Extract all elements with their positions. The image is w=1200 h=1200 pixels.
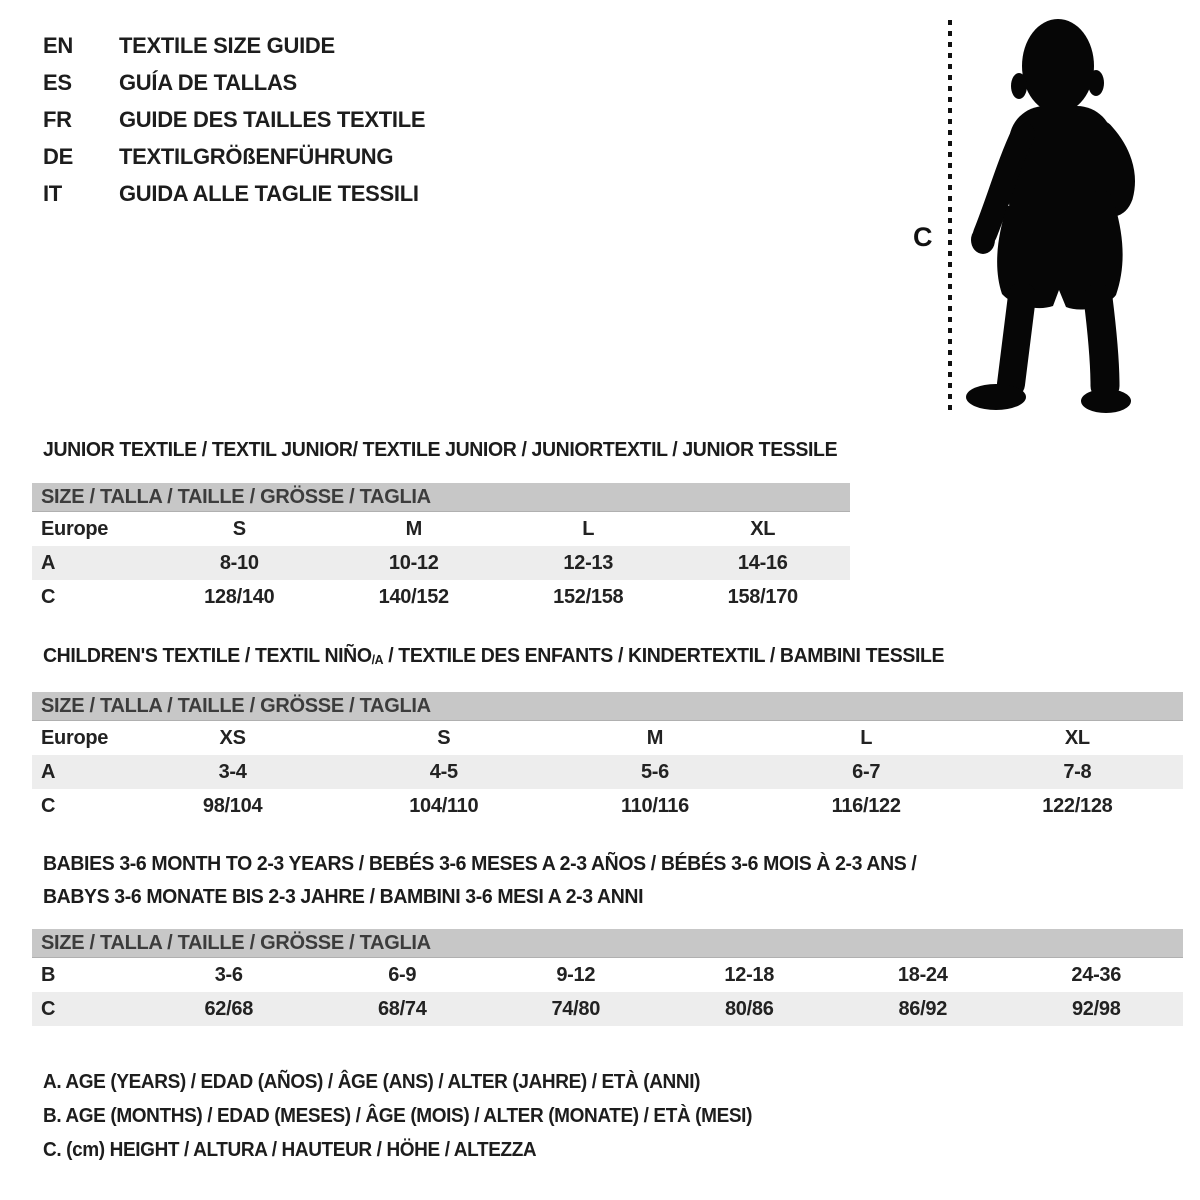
row-label: C — [41, 585, 56, 608]
size-cell: XL — [750, 517, 776, 540]
children-heading-sub: /A — [371, 652, 384, 667]
legend-line-a: A. AGE (YEARS) / EDAD (AÑOS) / ÂGE (ANS) / ALTER (JAHRE) / ETÀ (ANNI) — [43, 1071, 701, 1093]
legend-line-b: B. AGE (MONTHS) / EDAD (MESES) / ÂGE (MOIS) / ALTER (MONATE) / ETÀ (MESI) — [43, 1105, 753, 1127]
height-cell: 92/98 — [1071, 997, 1121, 1020]
height-cell: 62/68 — [204, 997, 254, 1020]
language-code: DE — [43, 144, 73, 169]
size-cell: M — [405, 517, 422, 540]
height-cell: 110/116 — [620, 794, 689, 817]
months-cell: 18-24 — [897, 963, 948, 986]
language-code: ES — [43, 70, 72, 95]
language-row-fr — [43, 107, 425, 133]
babies-heading-line2: BABYS 3-6 MONATE BIS 2-3 JAHRE / BAMBINI 3-6 MESI A 2-3 ANNI — [43, 885, 644, 908]
height-cell: 80/86 — [724, 997, 774, 1020]
age-cell: 10-12 — [388, 551, 439, 574]
language-row-de — [43, 144, 425, 170]
size-cell: M — [646, 726, 664, 749]
height-marker-label: C — [913, 222, 933, 252]
children-heading-post: / TEXTILE DES ENFANTS / KINDERTEXTIL / BAMBINI TESSILE — [383, 644, 945, 667]
babies-size-table — [32, 929, 1183, 1026]
size-cell: S — [437, 726, 451, 749]
table-row-age — [32, 546, 850, 580]
months-cell: 3-6 — [214, 963, 243, 986]
language-label: TEXTILE SIZE GUIDE — [119, 33, 335, 58]
language-code: IT — [43, 181, 62, 206]
row-label: C — [41, 794, 56, 817]
size-header-bar: SIZE / TALLA / TAILLE / GRÖSSE / TAGLIA — [32, 483, 850, 512]
age-cell: 6-7 — [852, 760, 881, 783]
babies-table — [32, 958, 1183, 1026]
height-cell: 98/104 — [202, 794, 263, 817]
table-row-age — [32, 755, 1183, 789]
children-size-table — [32, 692, 1183, 823]
language-row-it — [43, 181, 425, 207]
size-header-bar: SIZE / TALLA / TAILLE / GRÖSSE / TAGLIA — [32, 929, 1183, 958]
language-label: TEXTILGRÖßENFÜHRUNG — [119, 144, 394, 169]
age-cell: 4-5 — [429, 760, 458, 783]
height-cell: 86/92 — [898, 997, 948, 1020]
months-cell: 24-36 — [1071, 963, 1122, 986]
language-list — [43, 33, 425, 218]
age-cell: 3-4 — [218, 760, 247, 783]
height-cell: 152/158 — [553, 585, 624, 608]
children-table — [32, 721, 1183, 823]
language-label: GUÍA DE TALLAS — [119, 70, 297, 95]
size-cell: L — [860, 726, 873, 749]
children-section-heading — [43, 639, 944, 676]
language-code: EN — [43, 33, 73, 58]
size-cell: XL — [1064, 726, 1090, 749]
row-label: Europe — [41, 726, 109, 749]
table-row-months — [32, 958, 1183, 992]
babies-heading-line1: BABIES 3-6 MONTH TO 2-3 YEARS / BEBÉS 3-6 MESES A 2-3 AÑOS / BÉBÉS 3-6 MOIS À 2-3 ANS / — [43, 852, 917, 875]
height-cell: 116/122 — [831, 794, 901, 817]
row-label: B — [41, 963, 56, 986]
row-label: A — [41, 760, 56, 783]
table-row-height — [32, 992, 1183, 1026]
height-cell: 140/152 — [378, 585, 449, 608]
height-cell: 68/74 — [377, 997, 427, 1020]
table-row-europe — [32, 512, 850, 546]
size-header-bar: SIZE / TALLA / TAILLE / GRÖSSE / TAGLIA — [32, 692, 1183, 721]
height-cell: 74/80 — [551, 997, 601, 1020]
age-cell: 8-10 — [219, 551, 259, 574]
row-label: C — [41, 997, 56, 1020]
size-cell: XS — [219, 726, 246, 749]
height-cell: 104/110 — [409, 794, 479, 817]
age-cell: 7-8 — [1063, 760, 1092, 783]
height-cell: 128/140 — [204, 585, 275, 608]
age-cell: 12-13 — [563, 551, 614, 574]
size-cell: L — [582, 517, 595, 540]
junior-section-heading: JUNIOR TEXTILE / TEXTIL JUNIOR/ TEXTILE JUNIOR / JUNIORTEXTIL / JUNIOR TESSILE — [43, 438, 838, 461]
baby-silhouette — [966, 19, 1131, 413]
row-label: A — [41, 551, 56, 574]
table-row-height — [32, 580, 850, 614]
age-cell: 5-6 — [640, 760, 669, 783]
size-cell: S — [232, 517, 246, 540]
legend-line-c: C. (cm) HEIGHT / ALTURA / HAUTEUR / HÖHE / ALTEZZA — [43, 1139, 537, 1161]
height-cell: 122/128 — [1042, 794, 1113, 817]
row-label: Europe — [41, 517, 109, 540]
babies-section-heading — [43, 847, 916, 913]
junior-table — [32, 512, 850, 614]
language-label: GUIDA ALLE TAGLIE TESSILI — [119, 181, 419, 206]
age-cell: 14-16 — [737, 551, 788, 574]
language-label: GUIDE DES TAILLES TEXTILE — [119, 107, 426, 132]
table-row-europe — [32, 721, 1183, 755]
language-row-es — [43, 70, 425, 96]
language-code: FR — [43, 107, 72, 132]
months-cell: 12-18 — [724, 963, 775, 986]
children-heading-pre: CHILDREN'S TEXTILE / TEXTIL NIÑO — [43, 644, 372, 667]
months-cell: 6-9 — [388, 963, 417, 986]
legend — [43, 1070, 789, 1172]
height-cell: 158/170 — [727, 585, 798, 608]
months-cell: 9-12 — [556, 963, 596, 986]
table-row-height — [32, 789, 1183, 823]
baby-height-figure — [895, 8, 1155, 416]
junior-size-table — [32, 483, 850, 614]
language-row-en — [43, 33, 425, 59]
